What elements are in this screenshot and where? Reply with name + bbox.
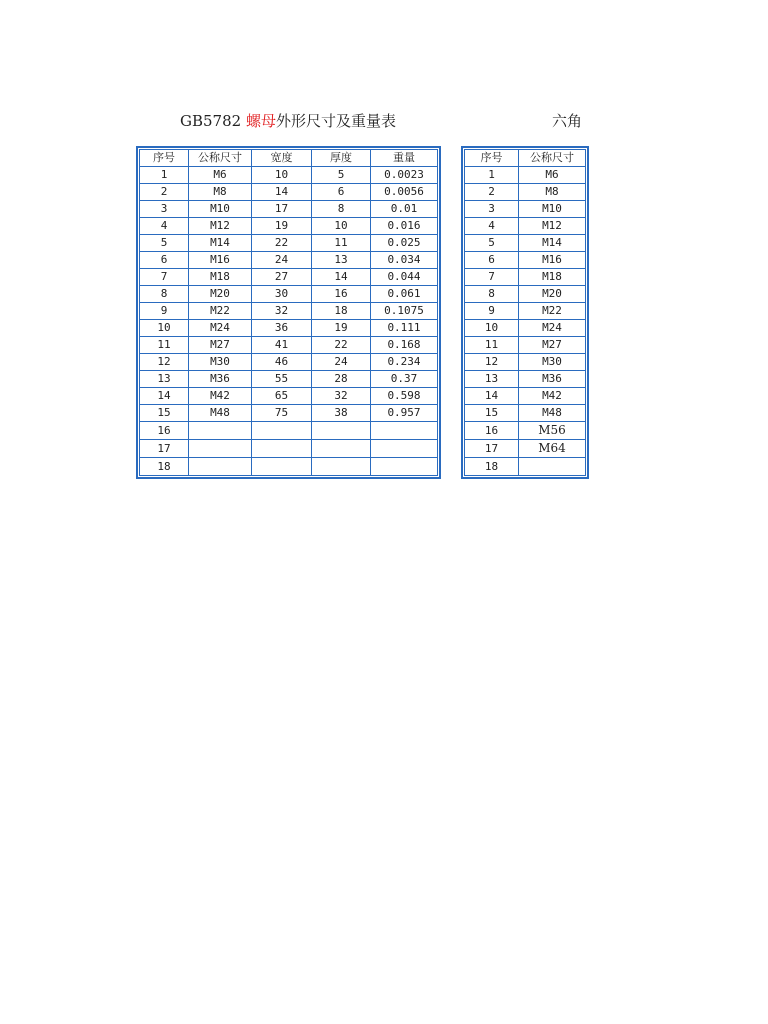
cell-index: 14 [140, 388, 189, 405]
table-row [140, 388, 438, 405]
cell-index: 10 [465, 320, 519, 337]
table-row [465, 371, 586, 388]
cell-weight [371, 440, 438, 458]
cell-width: 27 [252, 269, 312, 286]
cell-thickness: 38 [312, 405, 371, 422]
cell-width: 55 [252, 371, 312, 388]
cell-thickness: 32 [312, 388, 371, 405]
cell-thickness: 13 [312, 252, 371, 269]
cell-nominal-size: M20 [519, 286, 586, 303]
cell-nominal-size: M56 [519, 422, 586, 440]
table-row [140, 458, 438, 476]
table-row [140, 184, 438, 201]
cell-index: 12 [465, 354, 519, 371]
cell-index: 6 [465, 252, 519, 269]
cell-weight: 0.111 [371, 320, 438, 337]
cell-index: 14 [465, 388, 519, 405]
cell-weight: 0.1075 [371, 303, 438, 320]
table-title-right: 六角 [552, 112, 583, 130]
cell-index: 13 [140, 371, 189, 388]
cell-index: 16 [465, 422, 519, 440]
cell-width: 24 [252, 252, 312, 269]
cell-thickness [312, 440, 371, 458]
cell-nominal-size: M64 [519, 440, 586, 458]
cell-nominal-size: M12 [189, 218, 252, 235]
cell-width: 36 [252, 320, 312, 337]
header-weight: 重量 [371, 150, 438, 167]
table-row [465, 218, 586, 235]
cell-width: 30 [252, 286, 312, 303]
table-row [140, 337, 438, 354]
nut-size-table-right [461, 146, 589, 479]
table-row [465, 422, 586, 440]
table-row [465, 184, 586, 201]
cell-nominal-size [519, 458, 586, 476]
cell-thickness: 22 [312, 337, 371, 354]
cell-weight [371, 422, 438, 440]
cell-index: 11 [465, 337, 519, 354]
cell-nominal-size: M6 [189, 167, 252, 184]
cell-index: 9 [465, 303, 519, 320]
cell-width: 65 [252, 388, 312, 405]
cell-index: 5 [465, 235, 519, 252]
cell-nominal-size: M30 [189, 354, 252, 371]
header-thickness: 厚度 [312, 150, 371, 167]
cell-thickness: 14 [312, 269, 371, 286]
cell-thickness: 11 [312, 235, 371, 252]
cell-index: 11 [140, 337, 189, 354]
cell-nominal-size: M14 [189, 235, 252, 252]
cell-index: 6 [140, 252, 189, 269]
cell-weight: 0.168 [371, 337, 438, 354]
table-row [140, 371, 438, 388]
title-suffix: 外形尺寸及重量表 [275, 112, 396, 130]
cell-width [252, 422, 312, 440]
table-row [140, 269, 438, 286]
table-header-row [140, 150, 438, 167]
cell-thickness: 10 [312, 218, 371, 235]
table-row [465, 235, 586, 252]
header-width: 宽度 [252, 150, 312, 167]
cell-index: 2 [465, 184, 519, 201]
cell-nominal-size: M10 [189, 201, 252, 218]
cell-weight: 0.016 [371, 218, 438, 235]
cell-width: 19 [252, 218, 312, 235]
cell-width [252, 440, 312, 458]
cell-index: 13 [465, 371, 519, 388]
cell-index: 18 [465, 458, 519, 476]
cell-nominal-size: M10 [519, 201, 586, 218]
cell-index: 3 [140, 201, 189, 218]
table-row [465, 286, 586, 303]
cell-weight [371, 458, 438, 476]
cell-width: 10 [252, 167, 312, 184]
table-row [140, 252, 438, 269]
cell-nominal-size: M22 [519, 303, 586, 320]
cell-width: 46 [252, 354, 312, 371]
cell-thickness: 6 [312, 184, 371, 201]
cell-weight: 0.01 [371, 201, 438, 218]
table-row [465, 458, 586, 476]
table-row [140, 320, 438, 337]
cell-thickness: 28 [312, 371, 371, 388]
cell-thickness: 18 [312, 303, 371, 320]
cell-index: 18 [140, 458, 189, 476]
cell-nominal-size: M16 [189, 252, 252, 269]
cell-weight: 0.598 [371, 388, 438, 405]
cell-index: 5 [140, 235, 189, 252]
cell-index: 7 [140, 269, 189, 286]
cell-nominal-size: M24 [189, 320, 252, 337]
cell-nominal-size: M36 [519, 371, 586, 388]
cell-weight: 0.034 [371, 252, 438, 269]
title-prefix: GB5782 [180, 112, 246, 130]
cell-nominal-size: M8 [519, 184, 586, 201]
cell-nominal-size: M8 [189, 184, 252, 201]
cell-index: 10 [140, 320, 189, 337]
title-highlight: 螺母 [245, 112, 276, 130]
table-header-row [465, 150, 586, 167]
cell-nominal-size: M14 [519, 235, 586, 252]
cell-nominal-size: M48 [189, 405, 252, 422]
cell-index: 1 [465, 167, 519, 184]
cell-width: 17 [252, 201, 312, 218]
cell-weight: 0.0023 [371, 167, 438, 184]
cell-nominal-size: M24 [519, 320, 586, 337]
cell-index: 4 [140, 218, 189, 235]
cell-thickness [312, 422, 371, 440]
table-row [465, 201, 586, 218]
cell-weight: 0.957 [371, 405, 438, 422]
cell-thickness [312, 458, 371, 476]
cell-nominal-size: M22 [189, 303, 252, 320]
cell-thickness: 16 [312, 286, 371, 303]
cell-index: 15 [140, 405, 189, 422]
cell-weight: 0.025 [371, 235, 438, 252]
cell-thickness: 8 [312, 201, 371, 218]
cell-index: 7 [465, 269, 519, 286]
cell-index: 17 [140, 440, 189, 458]
table-row [140, 354, 438, 371]
cell-index: 3 [465, 201, 519, 218]
cell-nominal-size: M16 [519, 252, 586, 269]
cell-nominal-size: M30 [519, 354, 586, 371]
header-nominal-size: 公称尺寸 [519, 150, 586, 167]
table-row [465, 303, 586, 320]
cell-weight: 0.37 [371, 371, 438, 388]
nut-weight-table [136, 146, 441, 479]
cell-thickness: 19 [312, 320, 371, 337]
table-row [465, 440, 586, 458]
cell-index: 1 [140, 167, 189, 184]
cell-nominal-size: M27 [189, 337, 252, 354]
cell-nominal-size: M42 [519, 388, 586, 405]
header-nominal-size: 公称尺寸 [189, 150, 252, 167]
cell-nominal-size: M6 [519, 167, 586, 184]
table-row [465, 167, 586, 184]
table-row [465, 388, 586, 405]
cell-nominal-size: M20 [189, 286, 252, 303]
table-row [465, 252, 586, 269]
cell-width: 41 [252, 337, 312, 354]
header-index: 序号 [140, 150, 189, 167]
table-title-left [180, 110, 396, 131]
cell-nominal-size: M48 [519, 405, 586, 422]
cell-width [252, 458, 312, 476]
cell-index: 12 [140, 354, 189, 371]
cell-width: 22 [252, 235, 312, 252]
cell-index: 9 [140, 303, 189, 320]
table-row [465, 269, 586, 286]
cell-weight: 0.234 [371, 354, 438, 371]
cell-nominal-size [189, 422, 252, 440]
table-row [140, 303, 438, 320]
table-row [140, 405, 438, 422]
cell-thickness: 24 [312, 354, 371, 371]
cell-width: 75 [252, 405, 312, 422]
cell-nominal-size [189, 440, 252, 458]
cell-thickness: 5 [312, 167, 371, 184]
cell-width: 14 [252, 184, 312, 201]
cell-nominal-size [189, 458, 252, 476]
cell-nominal-size: M36 [189, 371, 252, 388]
cell-weight: 0.061 [371, 286, 438, 303]
cell-index: 15 [465, 405, 519, 422]
table-row [140, 167, 438, 184]
cell-index: 16 [140, 422, 189, 440]
table-row [140, 201, 438, 218]
cell-index: 2 [140, 184, 189, 201]
table-row [465, 320, 586, 337]
table-row [465, 354, 586, 371]
cell-weight: 0.0056 [371, 184, 438, 201]
cell-index: 4 [465, 218, 519, 235]
cell-nominal-size: M12 [519, 218, 586, 235]
cell-nominal-size: M27 [519, 337, 586, 354]
table-row [140, 286, 438, 303]
cell-index: 8 [140, 286, 189, 303]
table-row [140, 235, 438, 252]
cell-width: 32 [252, 303, 312, 320]
table-row [465, 337, 586, 354]
header-index: 序号 [465, 150, 519, 167]
cell-nominal-size: M18 [519, 269, 586, 286]
cell-nominal-size: M18 [189, 269, 252, 286]
table-row [465, 405, 586, 422]
cell-weight: 0.044 [371, 269, 438, 286]
cell-index: 8 [465, 286, 519, 303]
table-row [140, 422, 438, 440]
table-row [140, 218, 438, 235]
table-row [140, 440, 438, 458]
cell-nominal-size: M42 [189, 388, 252, 405]
cell-index: 17 [465, 440, 519, 458]
